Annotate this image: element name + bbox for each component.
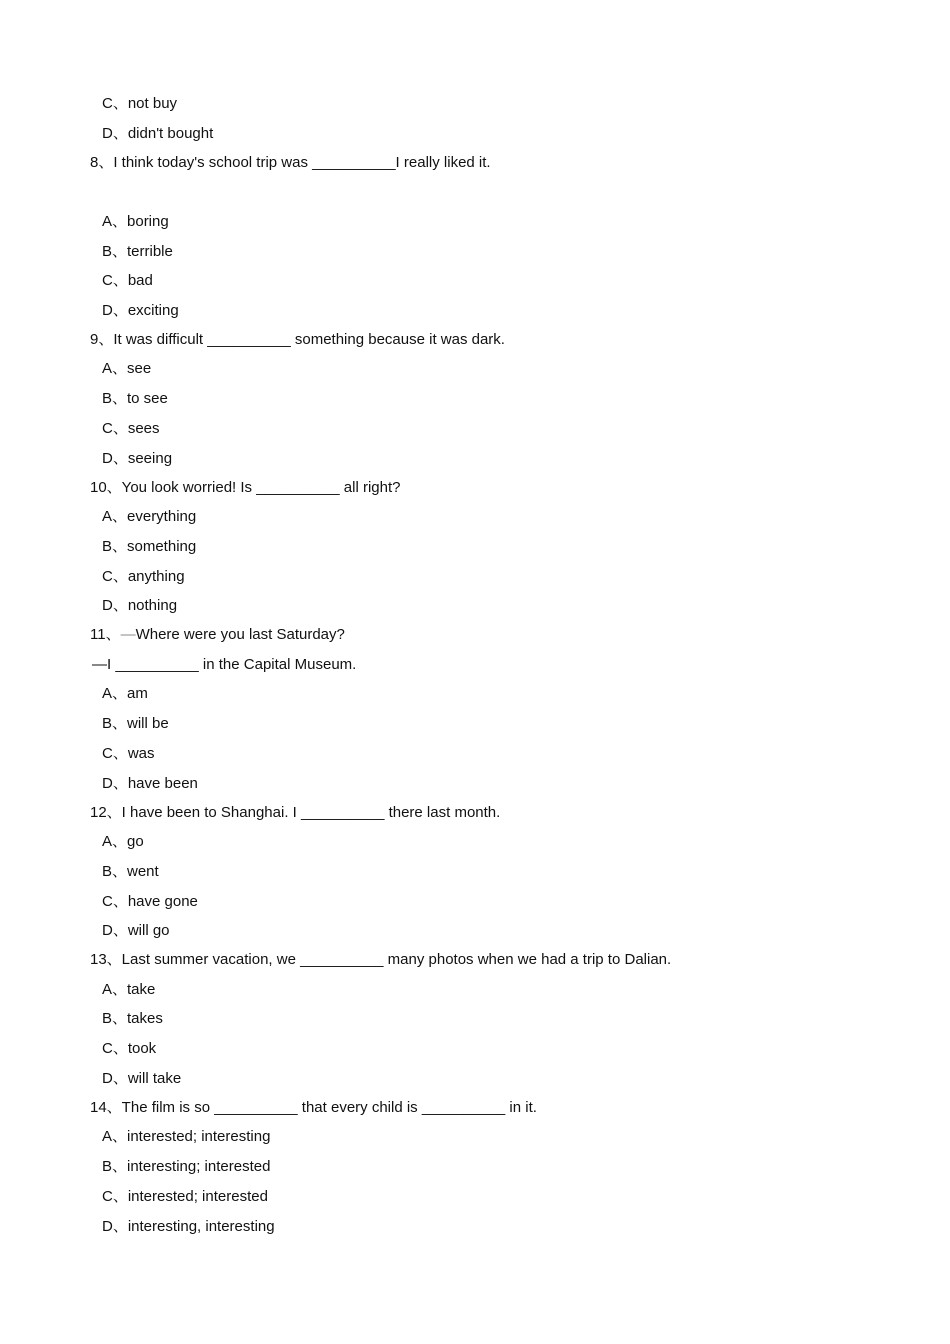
option-a-q9: A、see (102, 360, 152, 377)
option-c-q9: C、sees (102, 420, 160, 437)
option-a-q12: A、go (102, 833, 144, 850)
question-8: 8、I think today's school trip was __________I really liked it. (90, 154, 491, 171)
option-c-q8: C、bad (102, 272, 153, 289)
option-a-q10: A、everything (102, 508, 197, 525)
option-d-q10: D、nothing (102, 597, 178, 614)
question-11-number: 11、 (90, 626, 121, 643)
option-b-q12: B、went (102, 863, 159, 880)
question-11-response: —I __________ in the Capital Museum. (92, 656, 357, 673)
option-b-q11: B、will be (102, 715, 169, 732)
option-b-q14: B、interesting; interested (102, 1158, 271, 1175)
option-a-q11: A、am (102, 685, 148, 702)
option-d-q7: D、didn't bought (102, 125, 214, 142)
question-10: 10、You look worried! Is __________ all right? (90, 479, 401, 496)
option-d-q12: D、will go (102, 922, 170, 939)
question-13: 13、Last summer vacation, we __________ many photos when we had a trip to Dalian. (90, 951, 672, 968)
question-11 (90, 625, 345, 645)
question-11-dash: — (120, 626, 136, 643)
option-d-q13: D、will take (102, 1070, 182, 1087)
question-11-text: Where were you last Saturday? (135, 626, 345, 643)
option-a-q13: A、take (102, 981, 156, 998)
option-a-q8: A、boring (102, 213, 169, 230)
option-d-q14: D、interesting, interesting (102, 1218, 275, 1235)
option-a-q14: A、interested; interesting (102, 1128, 271, 1145)
option-c-q13: C、took (102, 1040, 157, 1057)
option-c-q11: C、was (102, 745, 155, 762)
option-b-q8: B、terrible (102, 243, 173, 260)
option-c-q12: C、have gone (102, 893, 198, 910)
option-c-q7: C、not buy (102, 95, 178, 112)
option-b-q9: B、to see (102, 390, 168, 407)
question-9: 9、It was difficult __________ something because it was dark. (90, 331, 505, 348)
option-d-q8: D、exciting (102, 302, 179, 319)
option-d-q9: D、seeing (102, 450, 173, 467)
question-14: 14、The film is so __________ that every child is __________ in it. (90, 1099, 537, 1116)
option-c-q14: C、interested; interested (102, 1188, 268, 1205)
option-b-q13: B、takes (102, 1010, 163, 1027)
question-12: 12、I have been to Shanghai. I __________ there last month. (90, 804, 501, 821)
option-d-q11: D、have been (102, 775, 198, 792)
option-b-q10: B、something (102, 538, 197, 555)
option-c-q10: C、anything (102, 568, 185, 585)
